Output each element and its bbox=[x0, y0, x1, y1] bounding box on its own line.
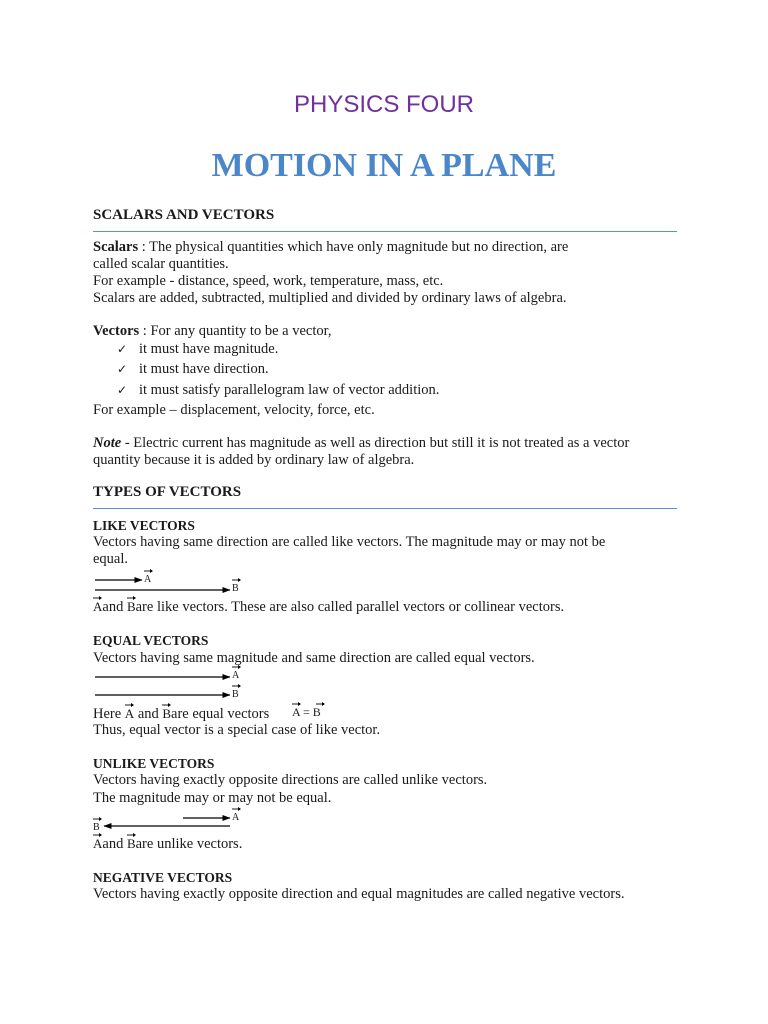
vectors-intro: : For any quantity to be a vector, bbox=[139, 323, 332, 339]
like-vectors-definition: Vectors having same direction are called like vectors. The magnitude may or may not be bbox=[93, 534, 606, 550]
caption-rest: are like vectors. These are also called parallel vectors or collinear vectors. bbox=[135, 599, 565, 615]
page-title: MOTION IN A PLANE bbox=[211, 147, 557, 184]
scalars-definition-cont: called scalar quantities. bbox=[93, 256, 229, 272]
negative-vectors-heading: NEGATIVE VECTORS bbox=[93, 870, 233, 885]
condition-item: it must have direction. bbox=[139, 361, 269, 377]
vector-label-a: A bbox=[232, 669, 239, 682]
vector-label-a: A bbox=[232, 811, 239, 824]
vector-label-a: A bbox=[144, 573, 151, 586]
unlike-vectors-definition-cont: The magnitude may or may not be equal. bbox=[93, 790, 332, 806]
caption-rest: are unlike vectors. bbox=[135, 836, 243, 852]
vector-label-b: B bbox=[93, 821, 100, 834]
note-paragraph-cont: quantity because it is added by ordinary law of algebra. bbox=[93, 452, 415, 468]
section-heading-scalars-vectors: SCALARS AND VECTORS bbox=[93, 207, 275, 223]
check-icon: ✓ bbox=[117, 383, 128, 397]
scalars-term: Scalars bbox=[93, 239, 139, 255]
unlike-vectors-definition: Vectors having exactly opposite directions are called unlike vectors. bbox=[93, 772, 488, 788]
vector-symbol-b: B bbox=[162, 707, 171, 720]
like-vectors-definition-cont: equal. bbox=[93, 551, 129, 567]
condition-item: it must have magnitude. bbox=[139, 341, 279, 357]
vector-symbol-a: A bbox=[125, 707, 134, 720]
scalars-example: For example - distance, speed, work, temperature, mass, etc. bbox=[93, 273, 444, 289]
note-text: - Electric current has magnitude as well as direction but still it is not treated as a vector bbox=[121, 435, 630, 451]
note-term: Note bbox=[93, 435, 122, 451]
check-icon: ✓ bbox=[117, 362, 128, 376]
vectors-example: For example – displacement, velocity, force, etc. bbox=[93, 402, 375, 418]
caption-and: and bbox=[102, 836, 124, 852]
vector-label-b: B bbox=[232, 688, 239, 701]
condition-item: it must satisfy parallelogram law of vector addition. bbox=[139, 382, 440, 398]
caption-and: and bbox=[102, 599, 124, 615]
caption-and: and bbox=[137, 706, 159, 722]
equal-vectors-definition: Vectors having same magnitude and same direction are called equal vectors. bbox=[93, 650, 535, 666]
subject-heading: PHYSICS FOUR bbox=[293, 91, 475, 118]
vector-symbol-b: B bbox=[127, 837, 136, 850]
check-icon: ✓ bbox=[117, 342, 128, 356]
vector-symbol-a: A bbox=[93, 600, 102, 613]
scalars-algebra: Scalars are added, subtracted, multiplied and divided by ordinary laws of algebra. bbox=[93, 290, 567, 306]
vector-label-b: B bbox=[232, 582, 239, 595]
vector-symbol-a: A bbox=[93, 837, 102, 850]
like-vectors-heading: LIKE VECTORS bbox=[93, 518, 195, 533]
equal-vectors-heading: EQUAL VECTORS bbox=[93, 633, 209, 648]
caption-are-equal: are equal vectors bbox=[171, 706, 270, 722]
section-heading-types: TYPES OF VECTORS bbox=[93, 484, 242, 500]
unlike-vectors-heading: UNLIKE VECTORS bbox=[93, 756, 215, 771]
negative-vectors-definition: Vectors having exactly opposite direction and equal magnitudes are called negative vectors. bbox=[93, 886, 625, 902]
vectors-term: Vectors bbox=[93, 323, 140, 339]
equation-a-equals-b: A = B bbox=[292, 706, 321, 719]
caption-here: Here bbox=[93, 706, 122, 722]
scalars-definition-text: : The physical quantities which have only magnitude but no direction, are bbox=[138, 239, 569, 255]
equal-vectors-thus: Thus, equal vector is a special case of like vector. bbox=[93, 722, 381, 738]
vector-symbol-b: B bbox=[127, 600, 136, 613]
